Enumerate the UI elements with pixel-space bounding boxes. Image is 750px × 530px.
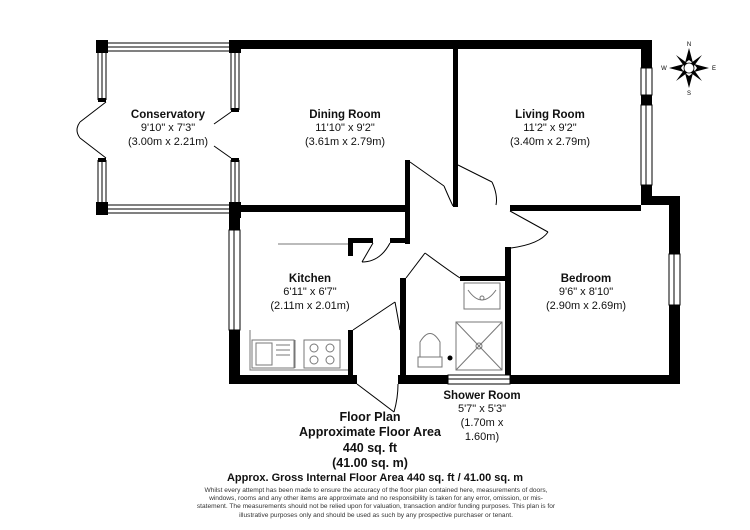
- room-dimensions-metric: (1.70m x 1.60m): [460, 417, 504, 443]
- room-dimensions-imperial: 11'10" x 9'2": [315, 122, 375, 135]
- room-name: Dining Room: [309, 109, 381, 121]
- room-label-conservatory: [110, 108, 226, 150]
- shower-fixtures: [418, 283, 502, 370]
- room-dimensions-imperial: 9'10" x 7'3": [140, 122, 196, 135]
- room-dimensions-metric: (3.61m x 2.79m): [304, 136, 386, 149]
- room-label-kitchen: [256, 272, 364, 314]
- room-name: Shower Room: [443, 390, 521, 402]
- room-label-living-room: [490, 108, 610, 150]
- room-label-shower-room: [442, 389, 522, 445]
- room-label-bedroom: [526, 272, 646, 314]
- room-dimensions-imperial: 9'6" x 8'10": [558, 286, 614, 299]
- gross-internal-area: Approx. Gross Internal Floor Area 440 sq. ft / 41.00 sq. m: [226, 472, 524, 484]
- compass-e: E: [711, 66, 717, 72]
- compass-w: W: [661, 66, 667, 72]
- room-dimensions-imperial: 5'7" x 5'3": [457, 403, 507, 416]
- exterior-walls: [229, 40, 680, 384]
- compass-n: N: [686, 42, 692, 48]
- room-name: Bedroom: [560, 273, 612, 285]
- room-name: Kitchen: [288, 273, 332, 285]
- room-name: Conservatory: [130, 109, 206, 121]
- floor-area-sqft: 440 sq. ft: [342, 440, 398, 455]
- room-dimensions-metric: (3.40m x 2.79m): [509, 136, 591, 149]
- room-dimensions-imperial: 11'2" x 9'2": [523, 122, 577, 135]
- room-dimensions-metric: (2.90m x 2.69m): [545, 300, 627, 313]
- floor-area-summary: [290, 410, 450, 471]
- floor-area-sqm: (41.00 sq. m): [332, 455, 408, 470]
- room-label-dining-room: [280, 108, 410, 150]
- compass-s: S: [686, 91, 692, 97]
- compass-rose-icon: [661, 42, 716, 97]
- floor-plan-title: Floor Plan: [339, 410, 401, 424]
- room-name: Living Room: [515, 109, 585, 121]
- disclaimer-text: Whilst every attempt has been made to ensure the accuracy of the floor plan contained here, measurements of doors, windows, rooms and any other items are approximate and no responsibility is taken for any error, omission, or mis-statement. The measurements should not be relied upon for valuation, transaction and/or funding purposes. This plan is for illustrative purposes only and should be used as such by any prospective purchaser or tenant.: [196, 487, 556, 519]
- room-dimensions-metric: (2.11m x 2.01m): [270, 300, 350, 313]
- floor-plan-subtitle: Approximate Floor Area: [299, 425, 441, 440]
- room-dimensions-metric: (3.00m x 2.21m): [127, 136, 209, 149]
- shower-head: [448, 356, 453, 361]
- room-dimensions-imperial: 6'11" x 6'7": [283, 286, 337, 299]
